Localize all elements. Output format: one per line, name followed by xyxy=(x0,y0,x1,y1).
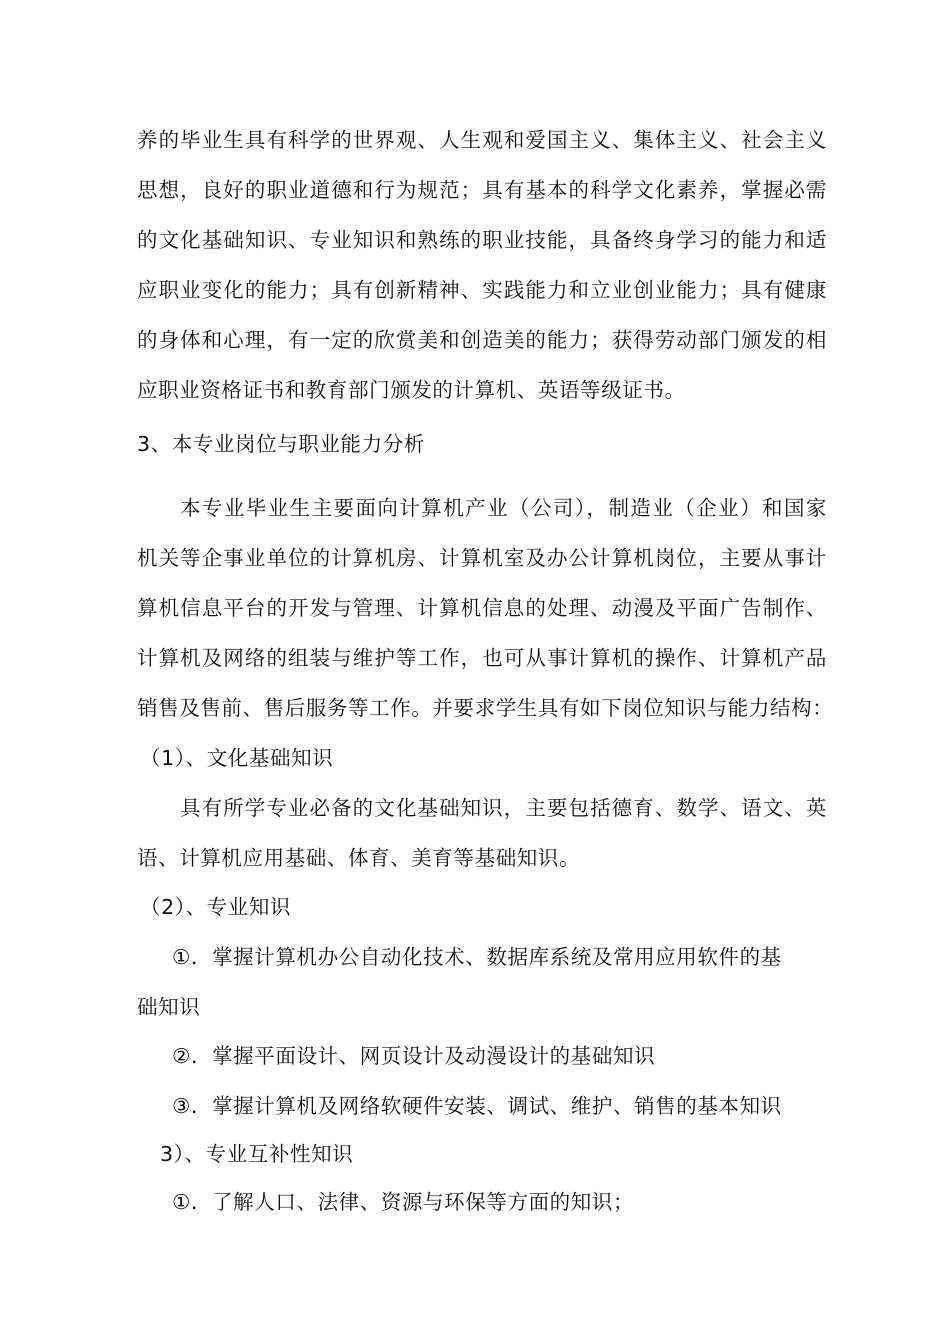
intro-line-2: 思想，良好的职业道德和行为规范；具有基本的科学文化素养，掌握必需 xyxy=(137,178,827,202)
analysis-line-3: 算机信息平台的开发与管理、计算机信息的处理、动漫及平面广告制作、 xyxy=(137,596,827,620)
subsection-2-item-1-cont: 础知识 xyxy=(137,995,201,1019)
subsection-1-heading: （1）、文化基础知识 xyxy=(140,746,334,770)
analysis-line-5: 销售及售前、售后服务等工作。并要求学生具有如下岗位知识与能力结构： xyxy=(137,696,834,720)
section-heading: 3、本专业岗位与职业能力分析 xyxy=(137,432,425,456)
intro-line-5: 的身体和心理，有一定的欣赏美和创造美的能力；获得劳动部门颁发的相 xyxy=(137,328,827,352)
subsection-2-item-3: ③．掌握计算机及网络软硬件安装、调试、维护、销售的基本知识 xyxy=(172,1094,782,1118)
analysis-line-2: 机关等企事业单位的计算机房、计算机室及办公计算机岗位，主要从事计 xyxy=(137,546,827,570)
subsection-1-line-2: 语、计算机应用基础、体育、美育等基础知识。 xyxy=(137,846,581,870)
subsection-2-item-2: ②．掌握平面设计、网页设计及动漫设计的基础知识 xyxy=(172,1044,656,1068)
intro-line-1: 养的毕业生具有科学的世界观、人生观和爱国主义、集体主义、社会主义 xyxy=(137,128,827,152)
subsection-1-line-1: 具有所学专业必备的文化基础知识，主要包括德育、数学、语文、英 xyxy=(180,796,827,820)
subsection-2-heading: （2）、专业知识 xyxy=(140,895,292,919)
intro-line-4: 应职业变化的能力；具有创新精神、实践能力和立业创业能力；具有健康 xyxy=(137,278,827,302)
intro-line-6: 应职业资格证书和教育部门颁发的计算机、英语等级证书。 xyxy=(137,378,686,402)
analysis-line-1: 本专业毕业生主要面向计算机产业（公司），制造业（企业）和国家 xyxy=(180,496,827,520)
subsection-3-heading: 3）、专业互补性知识 xyxy=(160,1142,354,1166)
subsection-3-item-1: ①．了解人口、法律、资源与环保等方面的知识； xyxy=(172,1190,635,1214)
subsection-2-item-1: ①．掌握计算机办公自动化技术、数据库系统及常用应用软件的基 xyxy=(172,945,782,969)
intro-line-3: 的文化基础知识、专业知识和熟练的职业技能，具备终身学习的能力和适 xyxy=(137,228,827,252)
analysis-line-4: 计算机及网络的组装与维护等工作，也可从事计算机的操作、计算机产品 xyxy=(137,646,827,670)
